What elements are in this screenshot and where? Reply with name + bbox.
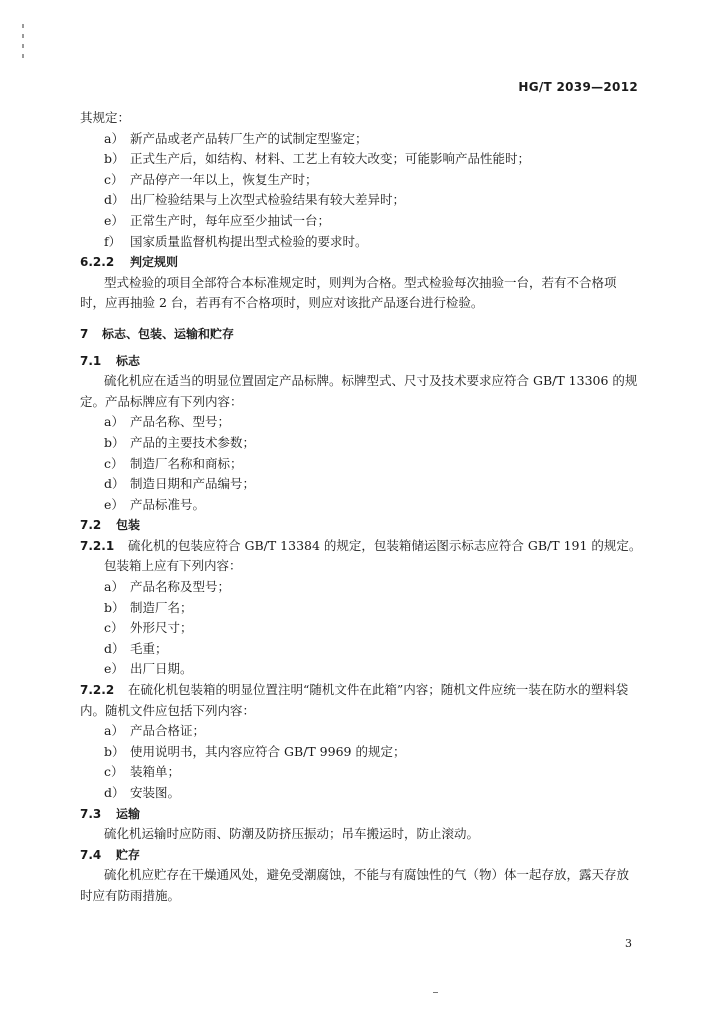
list-item: a） 新产品或老产品转厂生产的试制定型鉴定；: [104, 130, 368, 146]
intro-text: 其规定：: [80, 110, 131, 125]
section-7-2-1-sub: 包装箱上应有下列内容：: [104, 558, 242, 574]
list-item: b） 使用说明书，其内容应符合 GB/T 9969 的规定；: [104, 743, 406, 759]
section-heading-7-2: 7.2 包装: [80, 518, 141, 533]
list-item: b） 正式生产后，如结构、材料、工艺上有较大改变；可能影响产品性能时；: [104, 151, 531, 167]
list-item: e） 正常生产时，每年应至少抽试一台；: [104, 212, 331, 228]
list-item: d） 毛重；: [104, 640, 168, 656]
list-item: c） 产品停产一年以上，恢复生产时；: [104, 171, 318, 187]
label-contents-list: [80, 412, 640, 515]
list-item: a） 产品合格证；: [104, 723, 206, 739]
list-item: d） 出厂检验结果与上次型式检验结果有较大差异时；: [104, 192, 406, 208]
list-item: f） 国家质量监督机构提出型式检验的要求时。: [104, 233, 368, 249]
page-number: 3: [625, 937, 632, 950]
section-7-3-text: 硫化机运输时应防雨、防潮及防挤压振动；吊车搬运时，防止滚动。: [104, 826, 480, 842]
list-item: b） 产品的主要技术参数；: [104, 434, 256, 450]
document-body: [80, 108, 640, 907]
document-contents-list: [80, 721, 640, 803]
list-item: a） 产品名称、型号；: [104, 414, 231, 430]
list-item: e） 产品标准号。: [104, 496, 206, 512]
standard-code: HG/T 2039—2012: [518, 80, 638, 94]
section-7-2-1: 7.2.1 硫化机的包装应符合 GB/T 13384 的规定，包装箱储运图示标志应符合 GB/T 191 的规定。: [80, 537, 642, 553]
section-heading-7-4: 7.4 贮存: [80, 847, 141, 862]
section-heading-7-1: 7.1 标志: [80, 353, 141, 368]
section-7-2-2: 7.2.2 在硫化机包装箱的明显位置注明“随机文件在此箱”内容；随机文件应统一装在防水的塑料袋内。随机文件应包括下列内容：: [80, 682, 629, 718]
list-item: b） 制造厂名；: [104, 599, 193, 615]
section-7-4-text: 硫化机应贮存在干燥通风处，避免受潮腐蚀，不能与有腐蚀性的气（物）体一起存放，露天存放时应有防雨措施。: [80, 867, 630, 903]
scan-artifact: [433, 992, 438, 993]
list-item: a） 产品名称及型号；: [104, 579, 231, 595]
section-6-2-2-text: 型式检验的项目全部符合本标准规定时，则判为合格。型式检验每次抽验一台，若有不合格项时，应再抽验 2 台，若再有不合格项时，则应对该批产品逐台进行检验。: [80, 274, 617, 311]
section-7-1-text: 硫化机应在适当的明显位置固定产品标牌。标牌型式、尺寸及技术要求应符合 GB/T 13306 的规定。产品标牌应有下列内容：: [80, 373, 638, 409]
conditions-list: [80, 129, 640, 253]
list-item: d） 安装图。: [104, 785, 181, 800]
section-heading-7-3: 7.3 运输: [80, 806, 141, 821]
list-item: c） 外形尺寸；: [104, 620, 193, 636]
list-item: e） 出厂日期。: [104, 661, 193, 677]
package-contents-list: [80, 577, 640, 680]
list-item: c） 制造厂名称和商标；: [104, 455, 243, 471]
section-heading-7: 7 标志、包装、运输和贮存: [80, 326, 235, 341]
list-item: c） 装箱单；: [104, 764, 181, 780]
list-item: d） 制造日期和产品编号；: [104, 476, 256, 492]
section-heading-6-2-2: 6.2.2 判定规则: [80, 255, 179, 270]
scan-artifact: [22, 24, 25, 76]
